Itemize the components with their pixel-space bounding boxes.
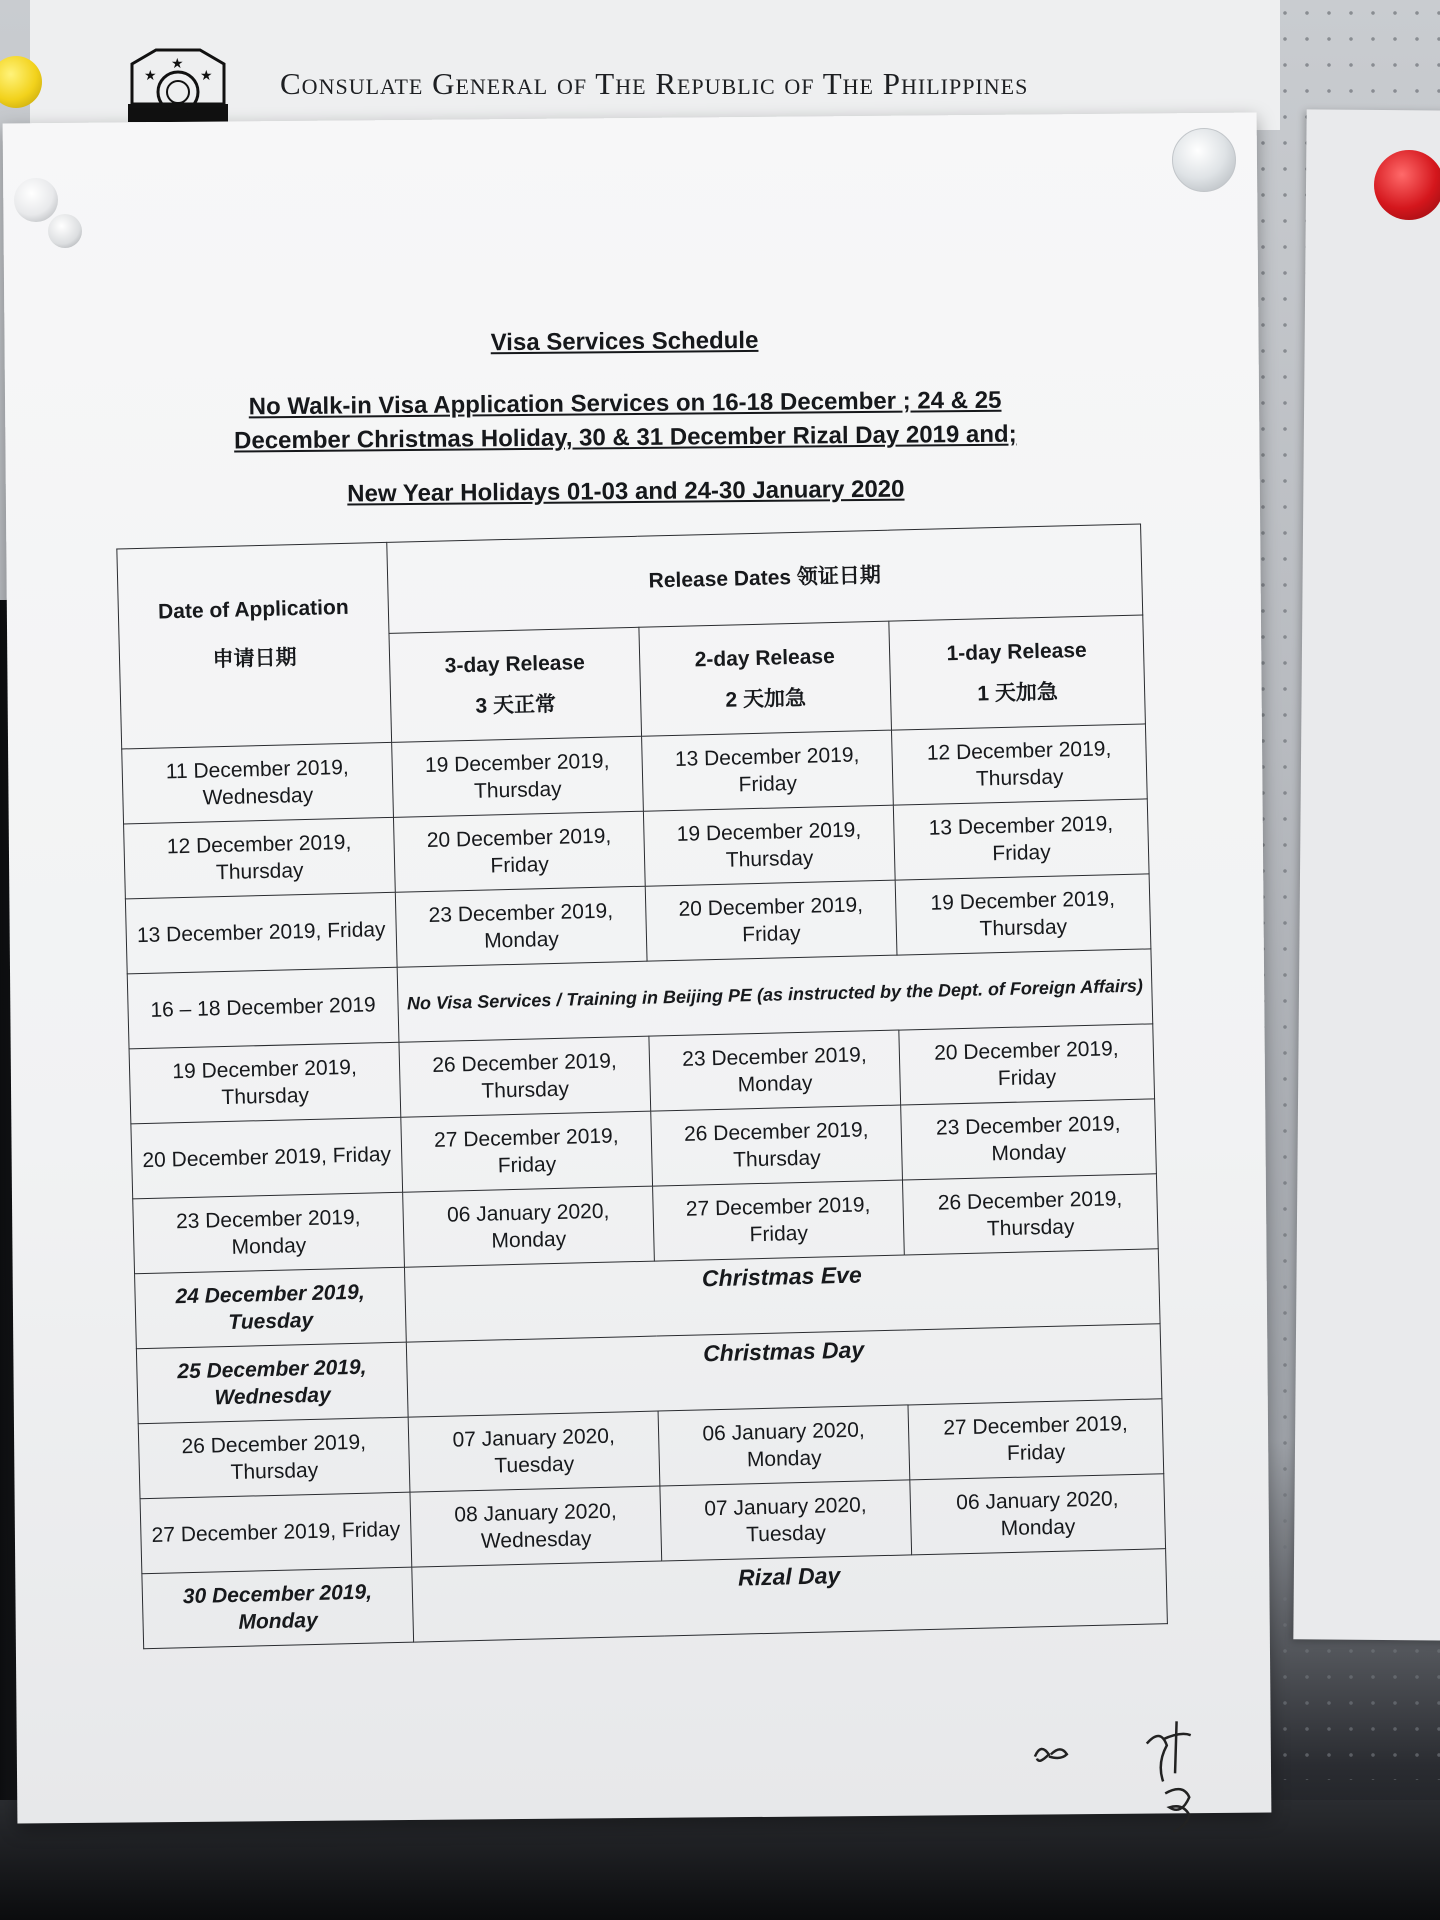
application-date-cell: 23 December 2019, Monday <box>133 1192 405 1274</box>
release-3day-cell: 26 December 2019, Thursday <box>399 1036 651 1117</box>
consulate-header: Consulate General of The Republic of The Philippines <box>280 66 1029 101</box>
notice-paper <box>3 113 1272 1824</box>
svg-text:★: ★ <box>144 68 157 84</box>
release-2day-cell: 13 December 2019, Friday <box>642 730 894 811</box>
no-service-notice: No Visa Services / Training in Beijing PE (as instructed by the Dept. of Foreign Affairs) <box>397 949 1153 1042</box>
release-2day-cell: 20 December 2019, Friday <box>645 880 897 961</box>
notice-subtitle-line-3: New Year Holidays 01-03 and 24-30 January 2020 <box>347 475 905 508</box>
header-application-cn: 申请日期 <box>212 646 297 672</box>
letterhead-sheet <box>30 0 1280 130</box>
adjacent-notice-sheet <box>1293 109 1440 1640</box>
red-pushpin-icon <box>1374 150 1440 220</box>
application-date-cell: 30 December 2019, Monday <box>142 1567 414 1649</box>
header-application-en: Date of Application <box>157 595 349 624</box>
schedule-table <box>116 523 1168 1649</box>
release-2day-cell: 06 January 2020, Monday <box>658 1405 910 1486</box>
clear-pushpin-icon <box>1172 128 1236 192</box>
header-2day <box>639 621 892 736</box>
header-date-of-application <box>117 542 392 749</box>
release-3day-cell: 19 December 2019, Thursday <box>392 736 644 817</box>
release-2day-cell: 23 December 2019, Monday <box>649 1030 901 1111</box>
application-date-cell: 19 December 2019, Thursday <box>129 1042 401 1124</box>
notice-subtitle-line-2: December Christmas Holiday, 30 & 31 December Rizal Day 2019 and; <box>233 420 1017 455</box>
notice-subtitle-line-1: No Walk-in Visa Application Services on 16-18 December ; 24 & 25 <box>248 386 1002 421</box>
release-3day-cell: 20 December 2019, Friday <box>393 811 645 892</box>
svg-text:★: ★ <box>171 56 184 72</box>
release-1day-cell: 20 December 2019, Friday <box>899 1024 1155 1105</box>
release-2day-cell: 07 January 2020, Tuesday <box>660 1480 912 1561</box>
holiday-cell: Christmas Day <box>406 1324 1162 1417</box>
application-date-cell: 16 – 18 December 2019 <box>127 967 399 1049</box>
release-2day-cell: 26 December 2019, Thursday <box>651 1105 903 1186</box>
application-date-cell: 13 December 2019, Friday <box>125 892 397 974</box>
white-pushpin-icon <box>14 178 58 222</box>
holiday-cell: Christmas Eve <box>404 1249 1160 1342</box>
application-date-cell: 12 December 2019, Thursday <box>124 817 396 899</box>
svg-text:★: ★ <box>200 68 213 84</box>
notice-content <box>103 173 1177 1782</box>
header-1day-cn: 1 天加急 <box>977 680 1059 706</box>
consulate-seal-icon <box>126 46 230 124</box>
release-1day-cell: 06 January 2020, Monday <box>910 1474 1166 1555</box>
header-3day-cn: 3 天正常 <box>475 692 557 718</box>
header-2day-en: 2-day Release <box>694 644 835 672</box>
schedule-table-wrapper <box>116 524 1168 1699</box>
white-pushpin-stem-icon <box>48 214 82 248</box>
header-1day <box>889 615 1146 730</box>
release-1day-cell: 13 December 2019, Friday <box>893 799 1149 880</box>
header-3day <box>389 627 642 742</box>
release-1day-cell: 12 December 2019, Thursday <box>891 724 1147 805</box>
application-date-cell: 27 December 2019, Friday <box>140 1492 412 1574</box>
release-3day-cell: 08 January 2020, Wednesday <box>410 1486 662 1567</box>
release-2day-cell: 19 December 2019, Thursday <box>643 805 895 886</box>
application-date-cell: 25 December 2019, Wednesday <box>136 1342 408 1424</box>
header-3day-en: 3-day Release <box>444 650 586 678</box>
header-2day-cn: 2 天加急 <box>725 686 807 712</box>
application-date-cell: 11 December 2019, Wednesday <box>122 742 394 824</box>
release-1day-cell: 23 December 2019, Monday <box>901 1099 1157 1180</box>
application-date-cell: 24 December 2019, Tuesday <box>135 1267 407 1349</box>
header-1day-en: 1-day Release <box>946 638 1087 665</box>
release-1day-cell: 27 December 2019, Friday <box>908 1399 1164 1480</box>
release-3day-cell: 23 December 2019, Monday <box>395 886 647 967</box>
notice-title: Visa Services Schedule <box>490 326 759 357</box>
release-2day-cell: 27 December 2019, Friday <box>653 1180 905 1261</box>
release-1day-cell: 19 December 2019, Thursday <box>895 874 1151 955</box>
header-release-dates: Release Dates 领证日期 <box>387 524 1143 633</box>
release-3day-cell: 27 December 2019, Friday <box>401 1111 653 1192</box>
handwritten-signature <box>1027 1713 1218 1845</box>
release-1day-cell: 26 December 2019, Thursday <box>902 1174 1158 1255</box>
application-date-cell: 26 December 2019, Thursday <box>138 1417 410 1499</box>
release-3day-cell: 06 January 2020, Monday <box>403 1186 655 1267</box>
release-3day-cell: 07 January 2020, Tuesday <box>408 1411 660 1492</box>
holiday-cell: Rizal Day <box>412 1549 1168 1642</box>
application-date-cell: 20 December 2019, Friday <box>131 1117 403 1199</box>
